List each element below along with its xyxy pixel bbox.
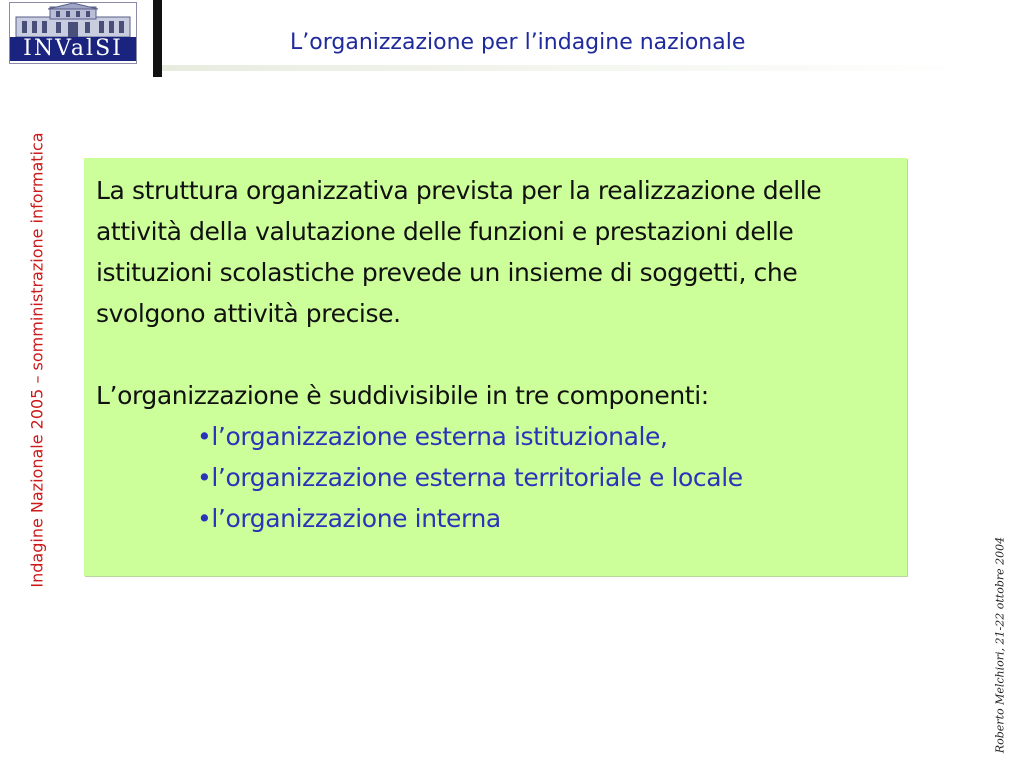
components-list <box>96 416 895 539</box>
list-item-text: l’organizzazione esterna territoriale e locale <box>211 463 743 492</box>
list-item <box>96 457 895 498</box>
components-intro: L’organizzazione è suddivisibile in tre componenti: <box>96 381 709 410</box>
list-item-text: l’organizzazione interna <box>211 504 501 533</box>
list-item <box>96 498 895 539</box>
sidebar-left-caption: Indagine Nazionale 2005 – somministrazione informatica <box>27 132 47 588</box>
header-rule <box>162 65 962 71</box>
bullet-icon: • <box>197 504 212 533</box>
building-icon <box>10 3 136 39</box>
list-item-text: l’organizzazione esterna istituzionale, <box>211 422 668 451</box>
bullet-icon: • <box>197 422 212 451</box>
list-item <box>96 416 895 457</box>
invalsi-logo <box>9 2 137 64</box>
logo-text: INValSI <box>10 37 136 61</box>
bullet-icon: • <box>197 463 212 492</box>
header-divider <box>153 0 162 77</box>
content-box <box>84 158 907 576</box>
sidebar-right-caption: Roberto Melchiori, 21-22 ottobre 2004 <box>993 536 1007 754</box>
page-title: L’organizzazione per l’indagine nazionale <box>290 30 746 55</box>
intro-paragraph: La struttura organizzativa prevista per la realizzazione delle attività della valutazione delle funzioni e prestazioni delle istituzioni scolastiche prevede un insieme di soggetti, che svolgono attività precise. <box>96 176 822 328</box>
